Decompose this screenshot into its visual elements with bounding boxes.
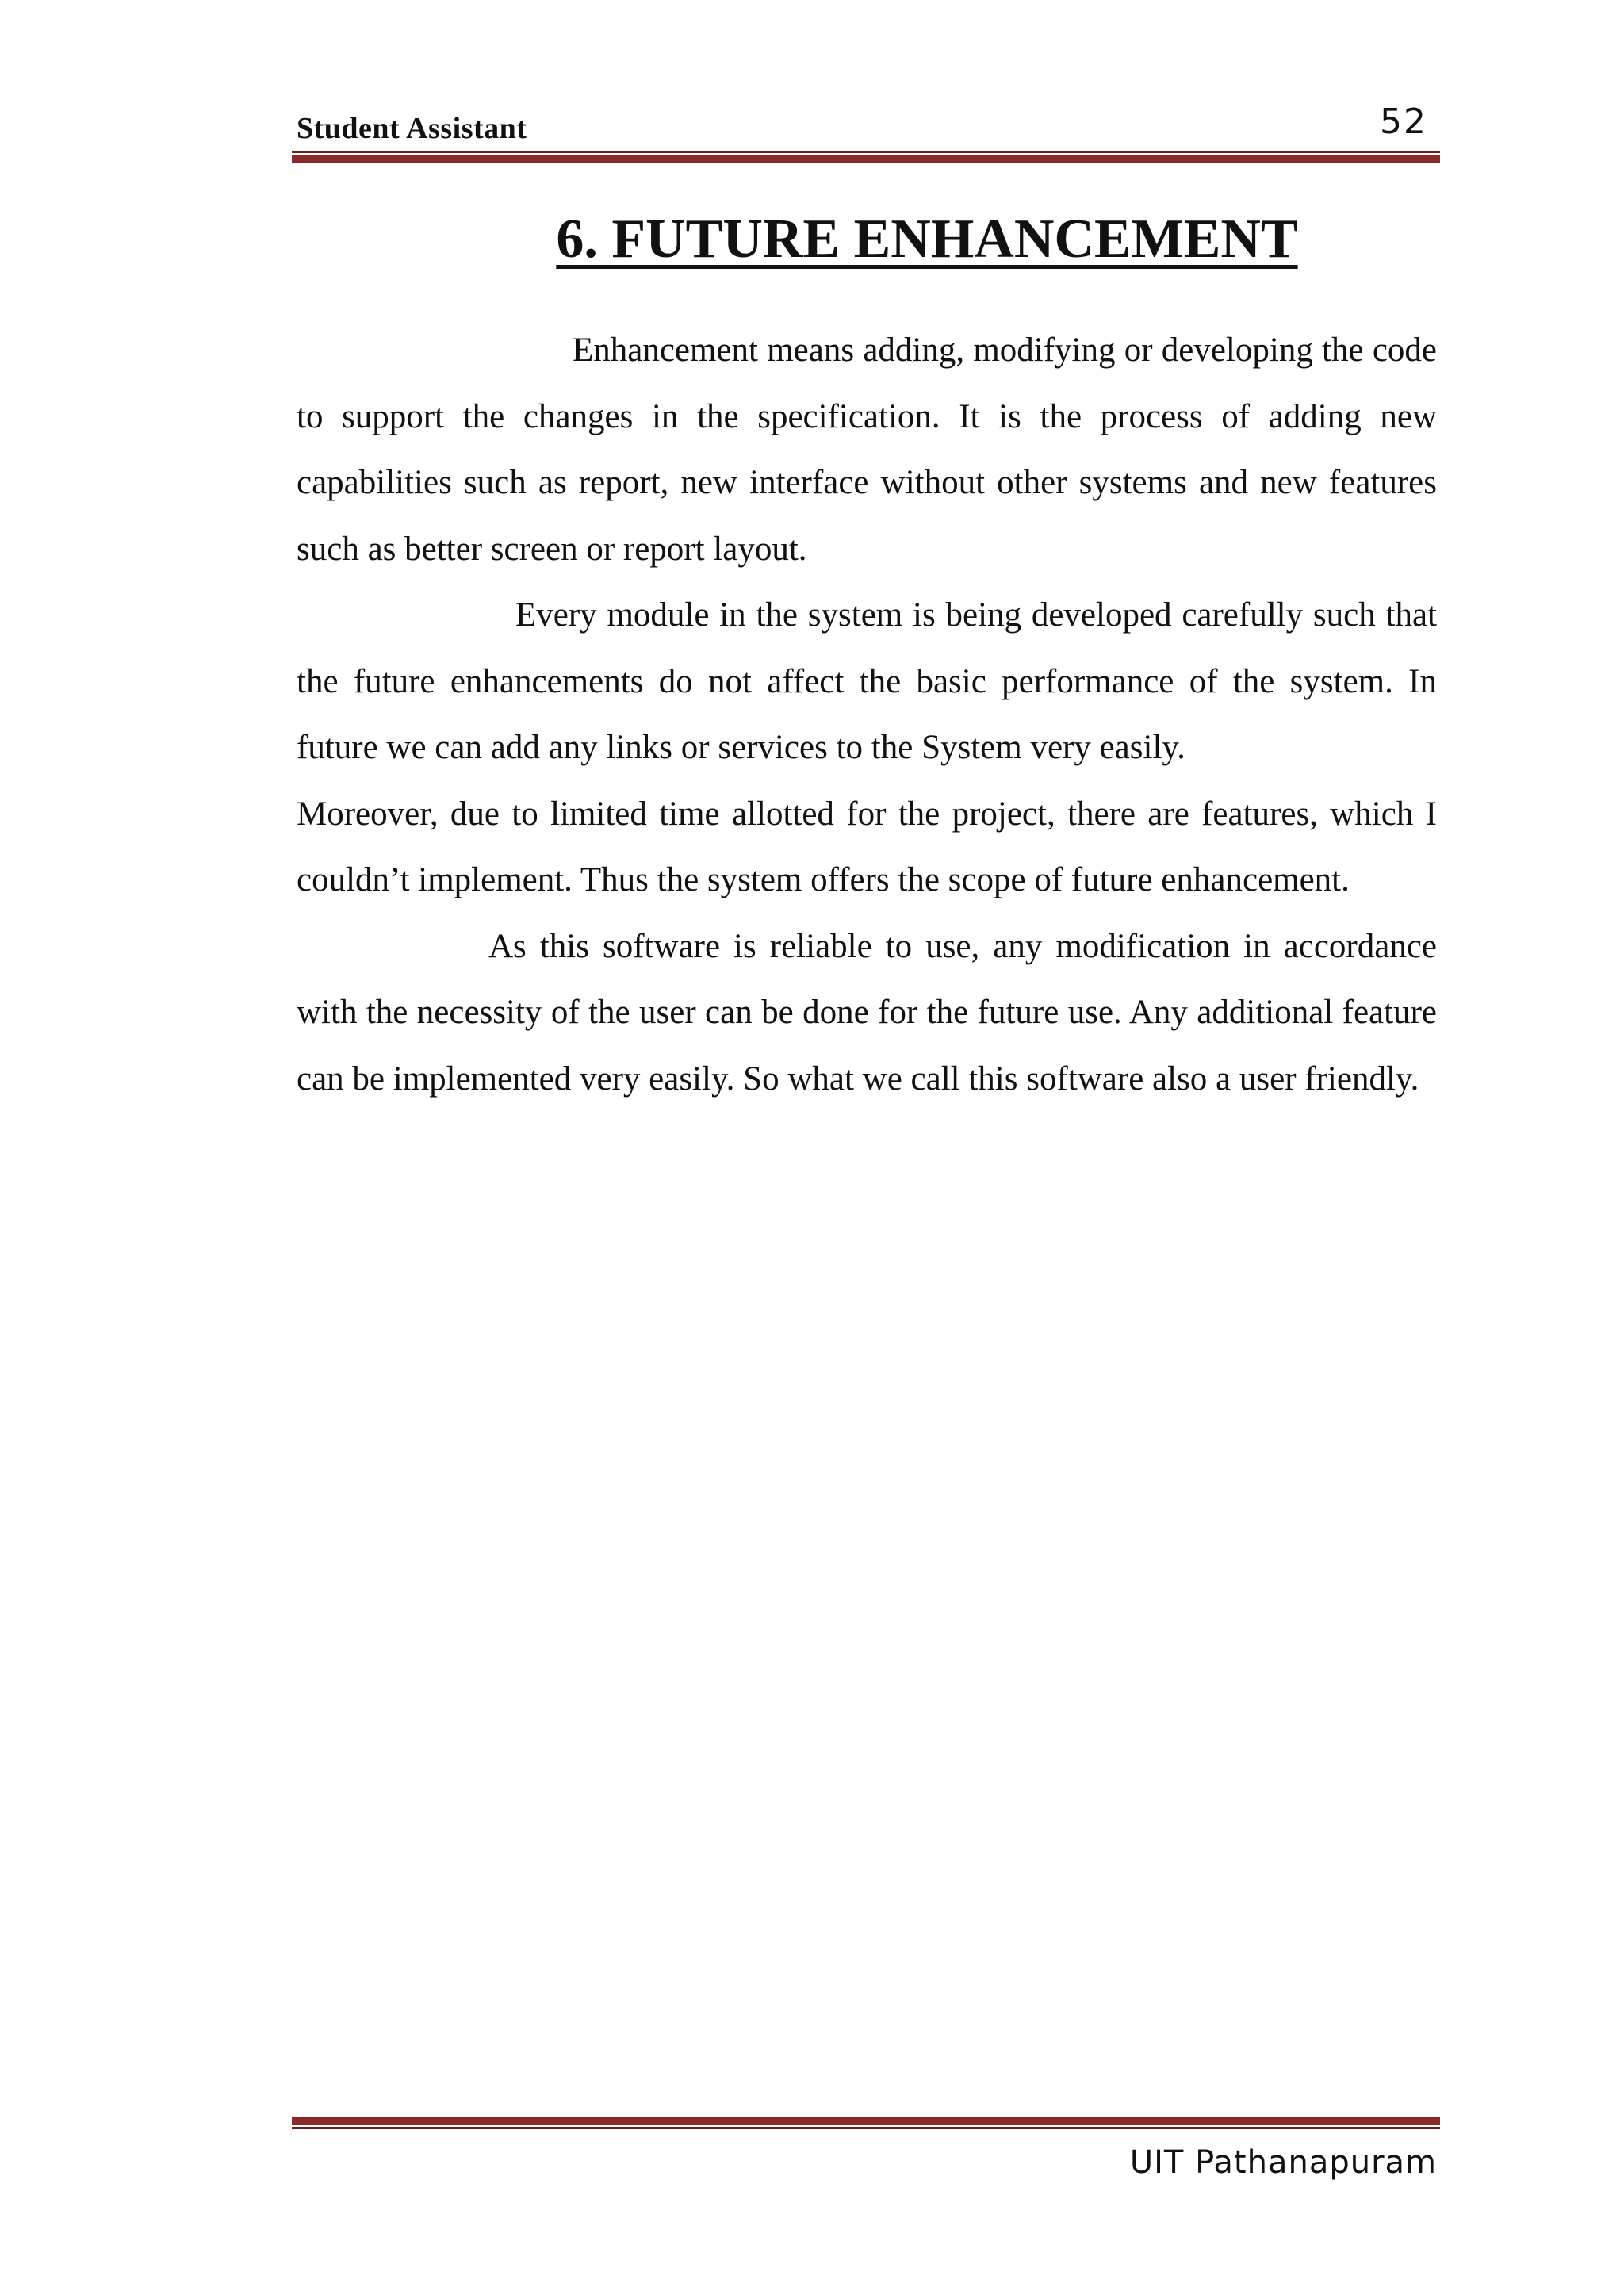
paragraph: Enhancement means adding, modifying or developing the code to support the changes in the specification. It is the process of adding new capabilities such as report, new interface without other systems and new features such as better screen or report layout. bbox=[297, 331, 1437, 568]
footer-institution: UIT Pathanapuram bbox=[1129, 2144, 1437, 2181]
header-rule bbox=[292, 151, 1440, 163]
footer-rule bbox=[292, 2117, 1440, 2129]
paragraph: Moreover, due to limited time allotted for the project, there are features, which I couldn’t implement. Thus the system offers the scope of future enhancement. bbox=[297, 795, 1437, 898]
paragraph: Every module in the system is being developed carefully such that the future enhancements do not affect the basic performance of the system. In future we can add any links or services to the System very easily. bbox=[297, 596, 1437, 766]
paragraph: As this software is reliable to use, any modification in accordance with the necessity of the user can be done for the future use. Any additional feature can be implemented very easily. So what we call this software also a user friendly. bbox=[297, 927, 1437, 1098]
chapter-title: 6. FUTURE ENHANCEMENT bbox=[556, 209, 1298, 270]
page-number: 52 bbox=[1380, 102, 1427, 142]
running-header-title: Student Assistant bbox=[297, 112, 527, 145]
body-text bbox=[297, 317, 1437, 1112]
